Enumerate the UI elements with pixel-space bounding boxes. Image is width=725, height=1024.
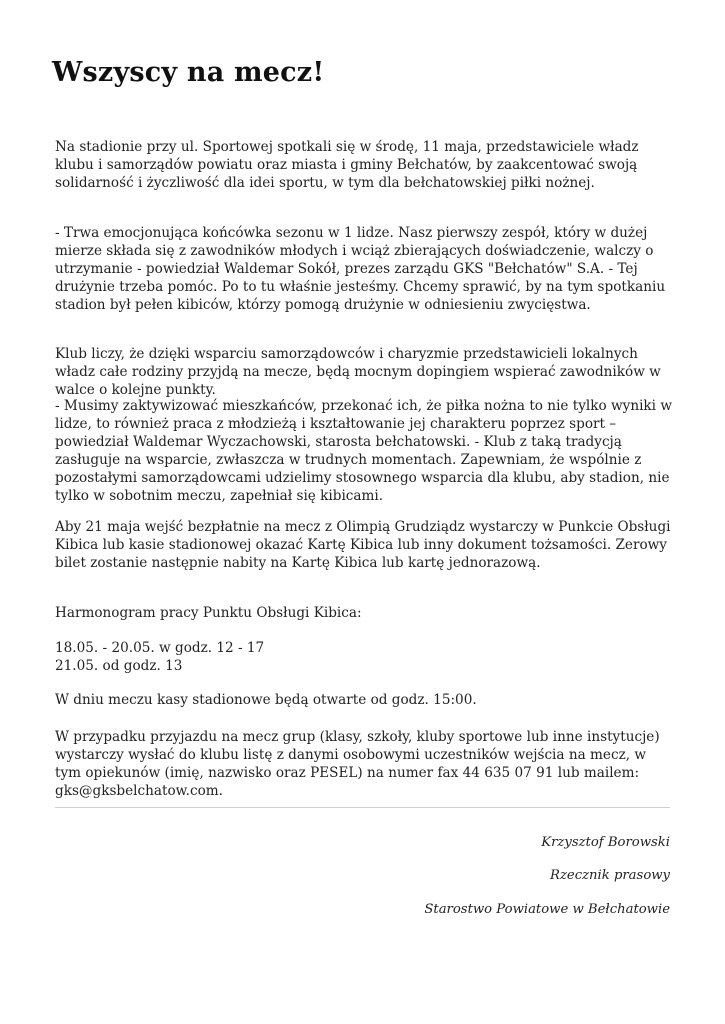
paragraph: [55, 604, 675, 622]
paragraph-text: - Trwa emocjonująca końcówka sezonu w 1 lidze. Nasz pierwszy zespół, który w dużej mierze składa się z zawodników młodych i wciąż zbierających doświadczenie, walczy o utrzymanie - powiedział Waldemar Sokół, prezes zarządu GKS "Bełchatów" S.A. - Tej drużynie trzeba pomóc. Po to tu właśnie jesteśmy. Chcemy sprawić, by na tym spotkaniu stadion był pełen kibiców, którzy pomogą drużynie w odniesieniu zwycięstwa.: [55, 225, 666, 313]
article-title: Wszyscy na mecz!: [52, 57, 325, 88]
paragraph-text: Klub liczy, że dzięki wsparciu samorządowców i charyzmie przedstawicieli lokalnych władz całe rodziny przyjdą na mecze, będą mocnym dopingiem wspierać zawodników w walce o kolejne punkty.: [55, 346, 661, 398]
signature-office: Starostwo Powiatowe w Bełchatowie: [424, 902, 670, 917]
schedule-line: 18.05. - 20.05. w godz. 12 - 17: [55, 640, 265, 656]
paragraph-text: W dniu meczu kasy stadionowe będą otwarte od godz. 15:00.: [55, 692, 477, 708]
signature-name: Krzysztof Borowski: [541, 835, 670, 850]
paragraph: [55, 518, 675, 572]
schedule-line: 21.05. od godz. 13: [55, 658, 183, 674]
paragraph-text: - Musimy zaktywizować mieszkańców, przekonać ich, że piłka nożna to nie tylko wyniki w lidze, to również praca z młodzieżą i kształtowanie jej charakteru poprzez sport – powiedział Waldemar Wyczachowski, starosta bełchatowski. - Klub z taką tradycją zasługuje na wsparcie, zwłaszcza w trudnych momentach. Zapewniam, że wspólnie z pozostałymi samorządowcami udzielimy stosownego wsparcia dla klubu, aby stadion, nie tylko w sobotnim meczu, zapełniał się kibicami.: [55, 398, 672, 504]
paragraph: [55, 691, 675, 709]
divider: [55, 807, 670, 808]
schedule-heading: Harmonogram pracy Punktu Obsługi Kibica:: [55, 605, 362, 621]
paragraph: [55, 397, 675, 505]
paragraph: [55, 138, 675, 192]
schedule-list: [55, 639, 675, 675]
signature-role: Rzecznik prasowy: [550, 868, 670, 883]
paragraph: [55, 728, 675, 800]
paragraph-text: W przypadku przyjazdu na mecz grup (klasy, szkoły, kluby sportowe lub inne instytucje) wystarczy wysłać do klubu listę z danymi osobowymi uczestników wejścia na mecz, w tym opiekunów (imię, nazwisko oraz PESEL) na numer fax 44 635 07 91 lub mailem: gks@gksbelchatow.com.: [55, 729, 660, 799]
paragraph: [55, 345, 675, 399]
paragraph-text: Na stadionie przy ul. Sportowej spotkali się w środę, 11 maja, przedstawiciele władz klubu i samorządów powiatu oraz miasta i gminy Bełchatów, by zaakcentować swoją solidarność i życzliwość dla idei sportu, w tym dla bełchatowskiej piłki nożnej.: [55, 139, 639, 191]
paragraph-text: Aby 21 maja wejść bezpłatnie na mecz z Olimpią Grudziądz wystarczy w Punkcie Obsługi Kibica lub kasie stadionowej okazać Kartę Kibica lub inny dokument tożsamości. Zerowy bilet zostanie następnie nabity na Kartę Kibica lub kartę jednorazową.: [55, 519, 671, 571]
paragraph: [55, 224, 675, 314]
